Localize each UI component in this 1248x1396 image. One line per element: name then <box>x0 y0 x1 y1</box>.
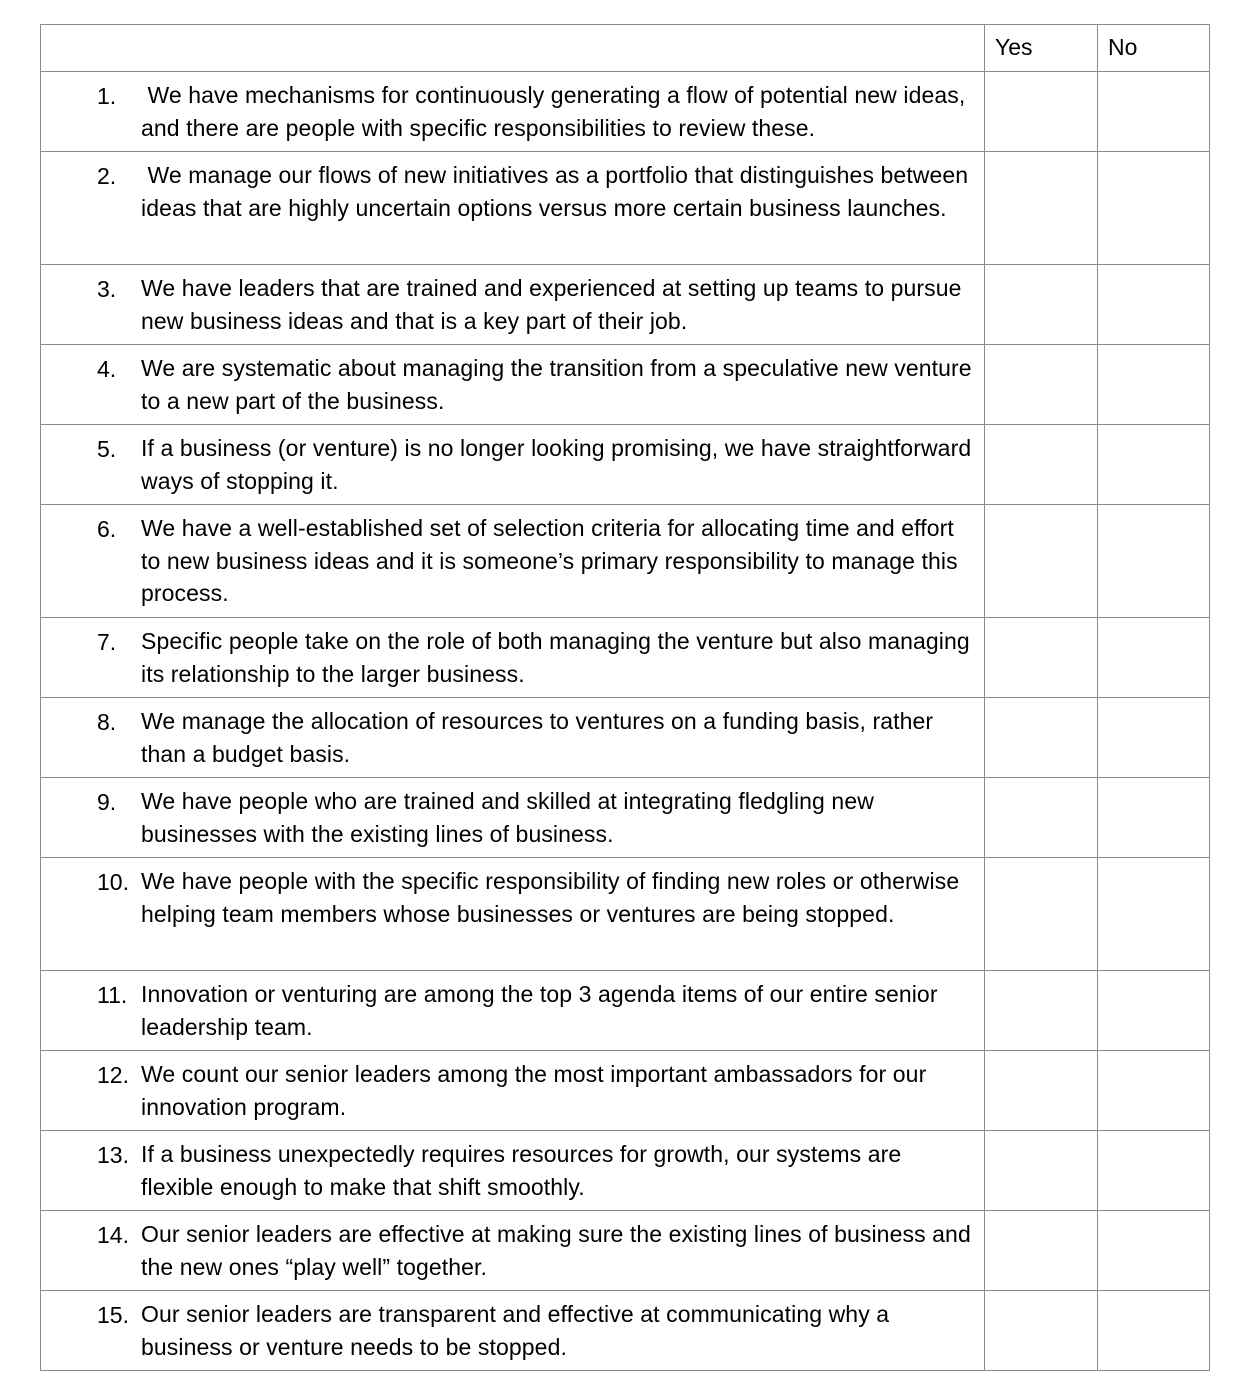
item-number: 2. <box>97 163 117 189</box>
no-cell[interactable] <box>1098 1051 1210 1131</box>
yes-cell[interactable] <box>985 698 1098 778</box>
table-row <box>41 1051 1210 1131</box>
item-cell <box>41 858 985 971</box>
table-row <box>41 858 1210 971</box>
item-number: 6. <box>97 516 117 542</box>
no-cell[interactable] <box>1098 858 1210 971</box>
item-cell <box>41 152 985 265</box>
item-cell <box>41 778 985 858</box>
yes-cell[interactable] <box>985 1051 1098 1131</box>
yes-cell[interactable] <box>985 618 1098 698</box>
header-item-label <box>41 25 984 34</box>
no-cell[interactable] <box>1098 425 1210 505</box>
item-text: We manage our flows of new initiatives as a portfolio that distinguishes between ideas that are highly uncertain options versus more certain business launches. <box>141 162 975 221</box>
table-row <box>41 505 1210 618</box>
item-text: If a business (or venture) is no longer looking promising, we have straightforward ways of stopping it. <box>141 435 978 494</box>
header-yes-cell <box>985 25 1098 72</box>
item-number: 1. <box>97 83 117 109</box>
no-cell[interactable] <box>1098 698 1210 778</box>
item-cell <box>41 698 985 778</box>
yes-cell[interactable] <box>985 778 1098 858</box>
item-cell <box>41 1211 985 1291</box>
yes-cell[interactable] <box>985 1291 1098 1371</box>
item-number: 15. <box>97 1302 129 1328</box>
yes-cell[interactable] <box>985 152 1098 265</box>
item-number: 7. <box>97 629 117 655</box>
yes-cell[interactable] <box>985 345 1098 425</box>
item-cell <box>41 505 985 618</box>
yes-cell[interactable] <box>985 1131 1098 1211</box>
table-row <box>41 345 1210 425</box>
item-text: Our senior leaders are effective at making sure the existing lines of business and the new ones “play well” together. <box>141 1221 978 1280</box>
item-number: 4. <box>97 356 117 382</box>
item-text: Innovation or venturing are among the top 3 agenda items of our entire senior leadership team. <box>141 981 945 1040</box>
item-text: Specific people take on the role of both managing the venture but also managing its relationship to the larger business. <box>141 628 977 687</box>
no-cell[interactable] <box>1098 971 1210 1051</box>
item-number: 11. <box>97 982 128 1008</box>
header-no-label: No <box>1108 34 1138 60</box>
item-cell <box>41 425 985 505</box>
no-cell[interactable] <box>1098 778 1210 858</box>
item-text: We have people who are trained and skilled at integrating fledgling new businesses with the existing lines of business. <box>141 788 881 847</box>
no-cell[interactable] <box>1098 505 1210 618</box>
no-cell[interactable] <box>1098 618 1210 698</box>
yes-cell[interactable] <box>985 265 1098 345</box>
table-row <box>41 1211 1210 1291</box>
checklist-body <box>41 25 1210 1371</box>
item-text: We are systematic about managing the transition from a speculative new venture to a new part of the business. <box>141 355 979 414</box>
yes-cell[interactable] <box>985 971 1098 1051</box>
item-cell <box>41 72 985 152</box>
no-cell[interactable] <box>1098 152 1210 265</box>
table-row <box>41 778 1210 858</box>
table-row <box>41 698 1210 778</box>
yes-cell[interactable] <box>985 425 1098 505</box>
no-cell[interactable] <box>1098 345 1210 425</box>
item-number: 14. <box>97 1222 129 1248</box>
no-cell[interactable] <box>1098 265 1210 345</box>
yes-cell[interactable] <box>985 858 1098 971</box>
table-row <box>41 1131 1210 1211</box>
item-number: 9. <box>97 789 117 815</box>
no-cell[interactable] <box>1098 72 1210 152</box>
table-row <box>41 152 1210 265</box>
item-cell <box>41 1131 985 1211</box>
table-row <box>41 425 1210 505</box>
header-yes-label: Yes <box>995 34 1033 60</box>
header-item-cell <box>41 25 985 72</box>
checklist-table <box>40 24 1210 1371</box>
item-cell <box>41 1051 985 1131</box>
item-cell <box>41 265 985 345</box>
item-number: 5. <box>97 436 117 462</box>
header-no-cell <box>1098 25 1210 72</box>
item-cell <box>41 618 985 698</box>
no-cell[interactable] <box>1098 1291 1210 1371</box>
yes-cell[interactable] <box>985 505 1098 618</box>
item-text: If a business unexpectedly requires resources for growth, our systems are flexible enough to make that shift smoothly. <box>141 1141 908 1200</box>
yes-cell[interactable] <box>985 72 1098 152</box>
item-text: Our senior leaders are transparent and effective at communicating why a business or venture needs to be stopped. <box>141 1301 896 1360</box>
yes-cell[interactable] <box>985 1211 1098 1291</box>
item-text: We count our senior leaders among the most important ambassadors for our innovation program. <box>141 1061 933 1120</box>
item-text: We have mechanisms for continuously generating a flow of potential new ideas, and there are people with specific responsibilities to review these. <box>141 82 972 141</box>
item-cell <box>41 971 985 1051</box>
item-number: 3. <box>97 276 117 302</box>
no-cell[interactable] <box>1098 1211 1210 1291</box>
table-row <box>41 971 1210 1051</box>
item-text: We have people with the specific responsibility of finding new roles or otherwise helping team members whose businesses or ventures are being stopped. <box>141 868 966 927</box>
table-row <box>41 72 1210 152</box>
item-number: 8. <box>97 709 117 735</box>
item-number: 10. <box>97 869 129 895</box>
item-text: We have a well-established set of selection criteria for allocating time and effort to new business ideas and it is someone’s primary responsibility to manage this process. <box>141 515 965 606</box>
table-row <box>41 1291 1210 1371</box>
item-text: We have leaders that are trained and experienced at setting up teams to pursue new business ideas and that is a key part of their job. <box>141 275 969 334</box>
item-cell <box>41 345 985 425</box>
no-cell[interactable] <box>1098 1131 1210 1211</box>
table-row <box>41 265 1210 345</box>
item-text: We manage the allocation of resources to ventures on a funding basis, rather than a budget basis. <box>141 708 940 767</box>
item-cell <box>41 1291 985 1371</box>
header-row <box>41 25 1210 72</box>
table-row <box>41 618 1210 698</box>
item-number: 13. <box>97 1142 129 1168</box>
item-number: 12. <box>97 1062 129 1088</box>
